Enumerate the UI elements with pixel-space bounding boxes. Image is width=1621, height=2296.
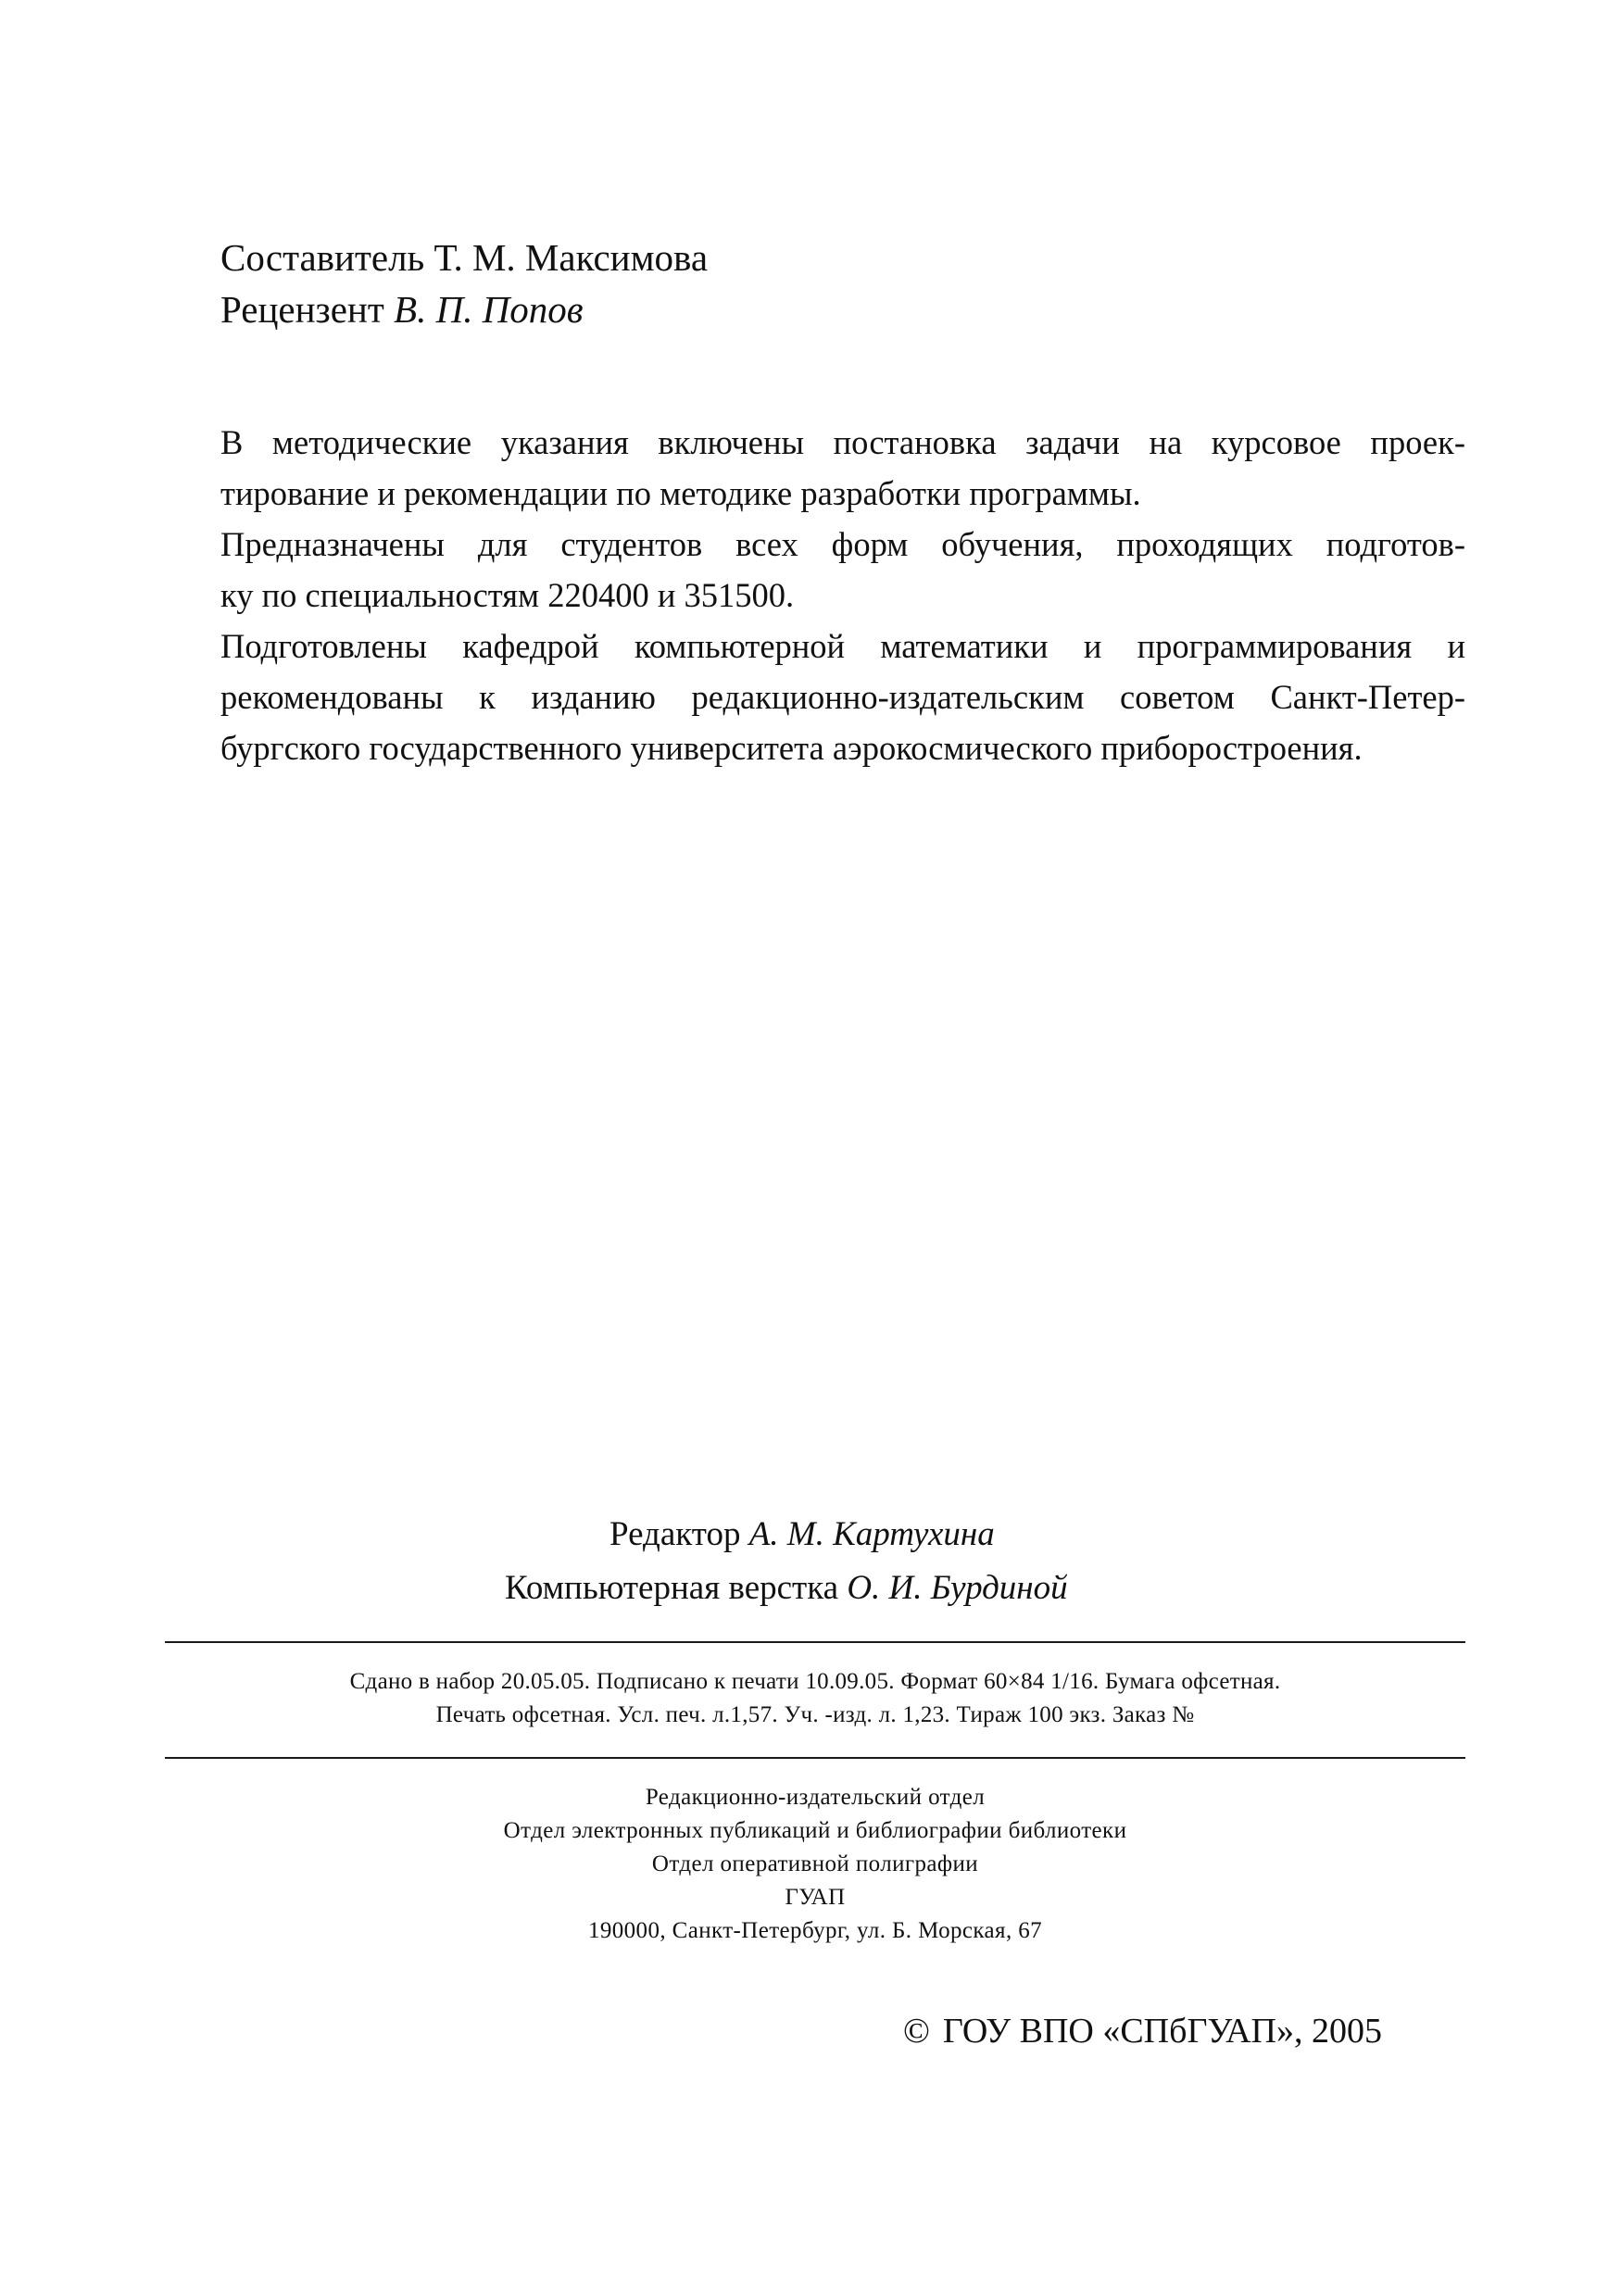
annotation-paragraph-3 bbox=[165, 621, 1465, 773]
editor-line bbox=[0, 1508, 1621, 1562]
annotation-line: Предназначены для студентов всех форм обучения, проходящих подготов- bbox=[220, 525, 1465, 563]
reviewer-name: В. П. Попов bbox=[394, 288, 584, 331]
annotation-line: ку по специальностям 220400 и 351500. bbox=[220, 576, 795, 614]
print-details-line-2: Печать офсетная. Усл. печ. л.1,57. Уч. -изд. л. 1,23. Тираж 100 экз. Заказ № bbox=[435, 1702, 1195, 1727]
layout-editor-line bbox=[0, 1562, 1621, 1615]
reviewer-label: Рецензент bbox=[220, 288, 384, 331]
publisher-line-4: ГУАП bbox=[785, 1885, 846, 1910]
compiler-name: Т. М. Максимова bbox=[434, 236, 709, 279]
editors-block bbox=[0, 1508, 1621, 1615]
editor-name: А. М. Картухина bbox=[748, 1515, 995, 1553]
annotation-paragraph-1 bbox=[165, 417, 1465, 519]
publisher-line-3: Отдел оперативной полиграфии bbox=[651, 1851, 979, 1876]
divider-bottom bbox=[165, 1757, 1465, 1759]
copyright-icon: © bbox=[903, 2012, 930, 2051]
credits-block bbox=[220, 232, 708, 335]
layout-name: О. И. Бурдиной bbox=[847, 1569, 1068, 1607]
annotation-text bbox=[165, 417, 1465, 773]
annotation-line: Подготовлены кафедрой компьютерной математики и программирования и bbox=[220, 627, 1465, 665]
copyright-text: ГОУ ВПО «СПбГУАП», 2005 bbox=[942, 2012, 1382, 2051]
annotation-line: рекомендованы к изданию редакционно-издательским советом Санкт-Петер- bbox=[220, 678, 1465, 716]
print-details bbox=[165, 1665, 1465, 1732]
reviewer-line bbox=[220, 283, 708, 335]
compiler-line bbox=[220, 232, 708, 283]
annotation-line: тирование и рекомендации по методике разработки программы. bbox=[220, 474, 1141, 512]
editor-label: Редактор bbox=[609, 1515, 741, 1553]
publisher-info bbox=[165, 1781, 1465, 1948]
compiler-label: Составитель bbox=[220, 236, 425, 279]
annotation-paragraph-2 bbox=[165, 519, 1465, 621]
print-details-line-1: Сдано в набор 20.05.05. Подписано к печати 10.09.05. Формат 60×84 1/16. Бумага офсетная. bbox=[349, 1669, 1281, 1694]
copyright-line bbox=[903, 2008, 1382, 2054]
annotation-line: В методические указания включены постановка задачи на курсовое проек- bbox=[220, 423, 1465, 461]
publisher-address: 190000, Санкт-Петербург, ул. Б. Морская, 67 bbox=[587, 1918, 1043, 1943]
publisher-line-2: Отдел электронных публикаций и библиографии библиотеки bbox=[503, 1818, 1127, 1843]
layout-label: Компьютерная верстка bbox=[505, 1569, 839, 1607]
divider-top bbox=[165, 1641, 1465, 1643]
annotation-line: бургского государственного университета аэрокосмического приборостроения. bbox=[220, 729, 1363, 767]
publisher-line-1: Редакционно-издательский отдел bbox=[645, 1785, 986, 1810]
